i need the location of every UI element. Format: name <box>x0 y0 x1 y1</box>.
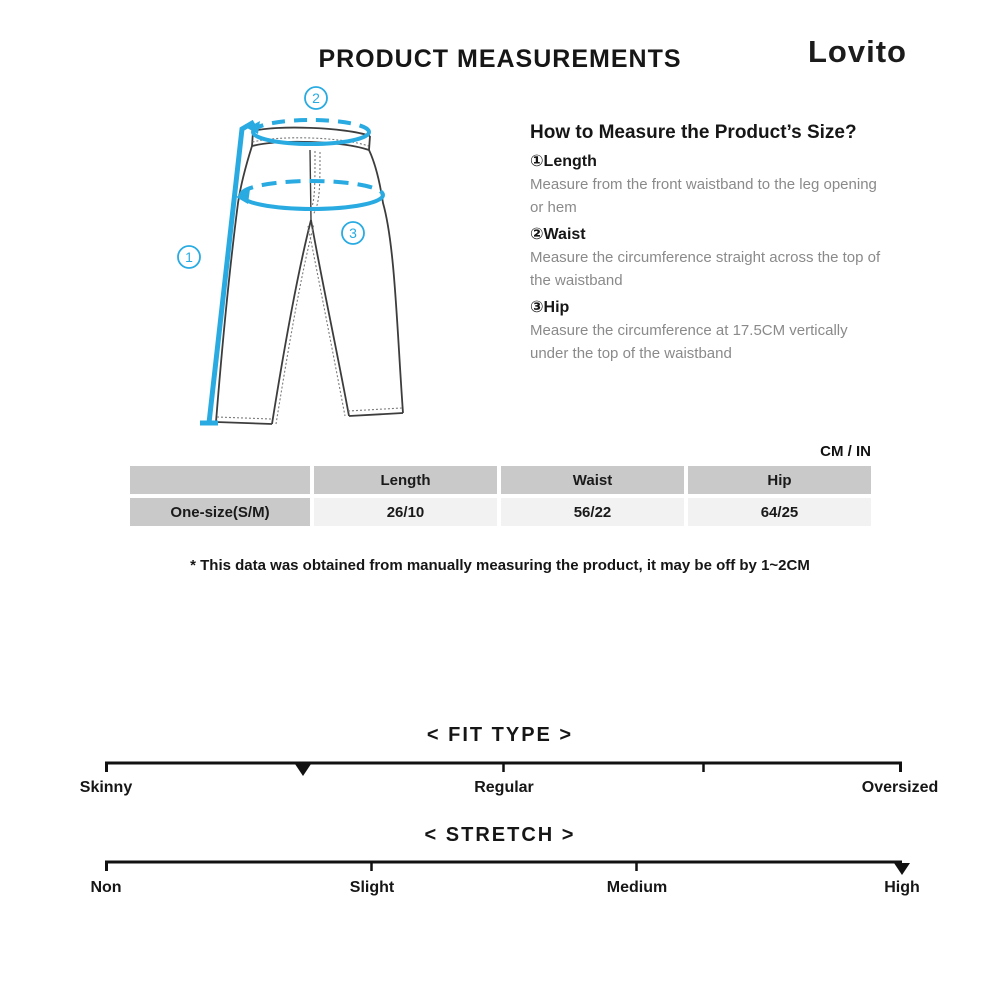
table-header-waist: Waist <box>501 466 684 494</box>
howto-heading: How to Measure the Product’s Size? <box>530 122 857 143</box>
callout-number-1: 1 <box>185 249 193 265</box>
fit-label-regular: Regular <box>474 779 534 796</box>
brand-logo: Lovito <box>808 34 907 69</box>
howto-item-waist <box>530 224 886 292</box>
table-header-hip: Hip <box>688 466 871 494</box>
howto-desc-waist: Measure the circumference straight across the top of the waistband <box>530 249 881 289</box>
stretch-label-high: High <box>884 879 920 896</box>
fit-label-oversized: Oversized <box>861 779 939 796</box>
callout-number-3: 3 <box>349 225 357 241</box>
length-measure-line <box>209 122 254 423</box>
table-header-length: Length <box>314 466 497 494</box>
stretch-marker <box>894 863 910 875</box>
howto-label-hip: Hip <box>543 299 570 316</box>
howto-desc-hip: Measure the circumference at 17.5CM vertically under the top of the waistband <box>530 322 848 362</box>
size-table <box>130 466 871 526</box>
callout-number-2: 2 <box>312 90 320 106</box>
howto-item-hip <box>530 297 886 365</box>
table-cell-waist: 56/22 <box>501 498 684 526</box>
measurement-footnote: * This data was obtained from manually measuring the product, it may be off by 1~2CM <box>190 557 810 574</box>
stretch-label-non: Non <box>90 879 122 896</box>
unit-label: CM / IN <box>820 443 871 460</box>
page-title: PRODUCT MEASUREMENTS <box>318 45 682 73</box>
howto-item-length <box>530 151 886 219</box>
table-cell-length: 26/10 <box>314 498 497 526</box>
howto-desc-length: Measure from the front waistband to the leg opening or hem <box>530 176 877 216</box>
fit-type-marker <box>295 764 311 776</box>
circled-2-icon: ② <box>530 226 544 243</box>
pants-outline <box>216 128 403 424</box>
stretch-label-slight: Slight <box>349 879 395 896</box>
howto-label-waist: Waist <box>543 226 586 243</box>
pants-stitching <box>217 138 402 424</box>
fit-label-skinny: Skinny <box>79 779 133 796</box>
fit-type-title: < FIT TYPE > <box>426 724 574 746</box>
circled-3-icon: ③ <box>530 299 544 316</box>
measure-annotations <box>200 120 383 423</box>
table-cell-hip: 64/25 <box>688 498 871 526</box>
circled-1-icon: ① <box>530 153 544 170</box>
stretch-label-medium: Medium <box>606 879 668 896</box>
waist-measure-dashed <box>253 120 369 132</box>
table-cell-size: One-size(S/M) <box>130 498 310 526</box>
stretch-scale <box>0 848 1000 878</box>
fit-type-scale <box>0 749 1000 779</box>
table-header-size <box>130 466 310 494</box>
stretch-title: < STRETCH > <box>424 824 576 846</box>
hip-measure-dashed <box>241 181 383 195</box>
howto-label-length: Length <box>543 153 597 170</box>
howto-section <box>530 122 886 365</box>
pants-diagram <box>150 85 500 435</box>
waist-measure-arc <box>253 132 369 144</box>
